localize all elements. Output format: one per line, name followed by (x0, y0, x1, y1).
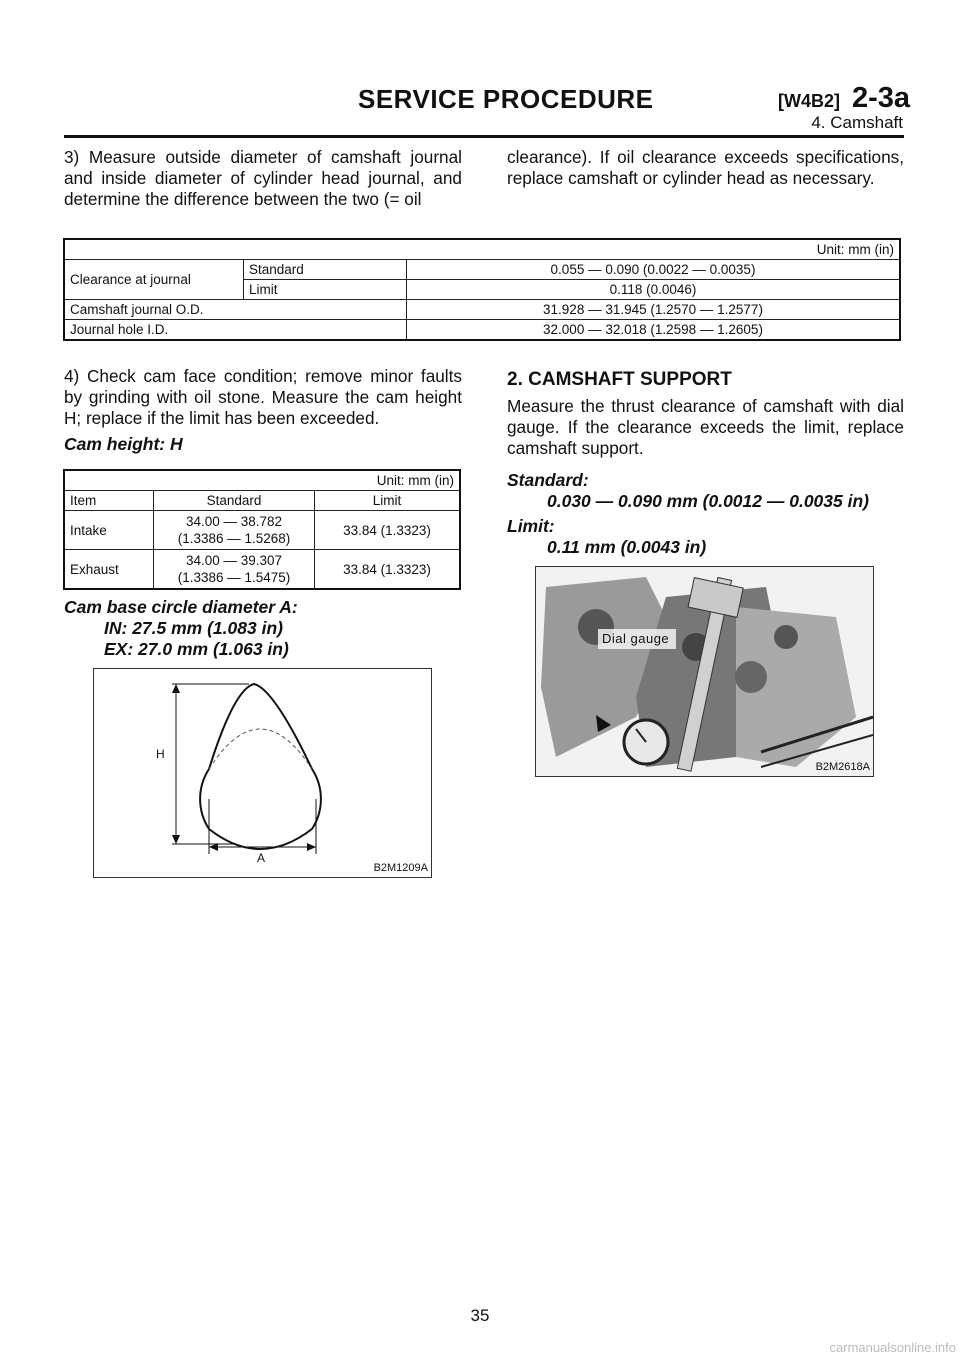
page-title: SERVICE PROCEDURE (358, 84, 654, 114)
table2-std-exhaust-line2: (1.3386 — 1.5475) (177, 570, 291, 585)
table1-label-journal-od: Camshaft journal O.D. (64, 300, 407, 320)
section2-heading: 2. CAMSHAFT SUPPORT (507, 369, 732, 390)
page-number: 35 (470, 1306, 490, 1325)
section2-text: Measure the thrust clearance of camshaft with dial gauge. If the clearance exceeds the limit, replace camshaft support. (507, 396, 904, 458)
standard-label: Standard: (507, 470, 589, 490)
standard-value: 0.030 — 0.090 mm (0.0012 — 0.0035 in) (547, 491, 869, 511)
step3-text-left: 3) Measure outside diameter of camshaft journal and inside diameter of cylinder head journal, and determine the difference between the two (= oil (64, 147, 462, 209)
table1-value-hole-id: 32.000 — 32.018 (1.2598 — 1.2605) (407, 320, 901, 341)
step3-text-right: clearance). If oil clearance exceeds specifications, replace camshaft or cylinder head as necessary. (507, 147, 904, 188)
section-subtitle: 4. Camshaft (811, 113, 903, 132)
table2-std-intake-line2: (1.3386 — 1.5268) (177, 531, 291, 546)
journal-clearance-table (63, 238, 901, 341)
table1-label-hole-id: Journal hole I.D. (64, 320, 407, 341)
limit-label: Limit: (507, 516, 555, 536)
dial-gauge-label: Dial gauge (602, 631, 670, 646)
table1-value-journal-od: 31.928 — 31.945 (1.2570 — 1.2577) (407, 300, 901, 320)
section-number: 2-3a (852, 82, 911, 114)
figure1-code: B2M1209A (373, 862, 428, 874)
cam-lobe-outline (200, 684, 321, 849)
table2-header-item: Item (64, 491, 154, 511)
table2-item-exhaust: Exhaust (64, 550, 154, 590)
table2-item-intake: Intake (64, 511, 154, 550)
table2-std-exhaust-line1: 34.00 — 39.307 (185, 553, 283, 568)
table2-header-standard: Standard (154, 491, 315, 511)
figure2-code: B2M2618A (815, 761, 870, 773)
watermark-text: carmanualsonline.info (829, 1340, 956, 1355)
table2-std-exhaust (154, 550, 315, 590)
dial-gauge-figure (535, 566, 874, 777)
table1-label-clearance: Clearance at journal (64, 260, 244, 300)
table1-sub-standard: Standard (244, 260, 407, 280)
base-circle-dashed (209, 729, 312, 769)
engine-photo-illustration (536, 567, 873, 776)
table2-std-intake-line1: 34.00 — 38.782 (185, 514, 283, 529)
cam-profile-diagram (94, 669, 431, 877)
table1-value-standard: 0.055 — 0.090 (0.0022 — 0.0035) (407, 260, 901, 280)
table1-unit: Unit: mm (in) (64, 239, 900, 260)
table1-value-limit: 0.118 (0.0046) (407, 280, 901, 300)
cam-height-table (63, 469, 461, 590)
table2-limit-exhaust: 33.84 (1.3323) (315, 550, 461, 590)
base-circle-label: Cam base circle diameter A: (64, 597, 298, 617)
dimension-a-label: A (257, 851, 266, 865)
table2-unit: Unit: mm (in) (64, 470, 460, 491)
cam-profile-figure (93, 668, 432, 878)
base-circle-exhaust: EX: 27.0 mm (1.063 in) (104, 639, 289, 659)
limit-value: 0.11 mm (0.0043 in) (547, 537, 707, 557)
table2-header-limit: Limit (315, 491, 461, 511)
table2-limit-intake: 33.84 (1.3323) (315, 511, 461, 550)
table1-sub-limit: Limit (244, 280, 407, 300)
cam-height-label: Cam height: H (64, 434, 183, 454)
table2-std-intake (154, 511, 315, 550)
base-circle-intake: IN: 27.5 mm (1.083 in) (104, 618, 283, 638)
model-code: [W4B2] (778, 91, 840, 111)
dimension-h-label: H (156, 747, 165, 761)
step4-text: 4) Check cam face condition; remove minor faults by grinding with oil stone. Measure the cam height H; replace if the limit has been exceeded. (64, 366, 462, 428)
header-divider (64, 135, 904, 138)
